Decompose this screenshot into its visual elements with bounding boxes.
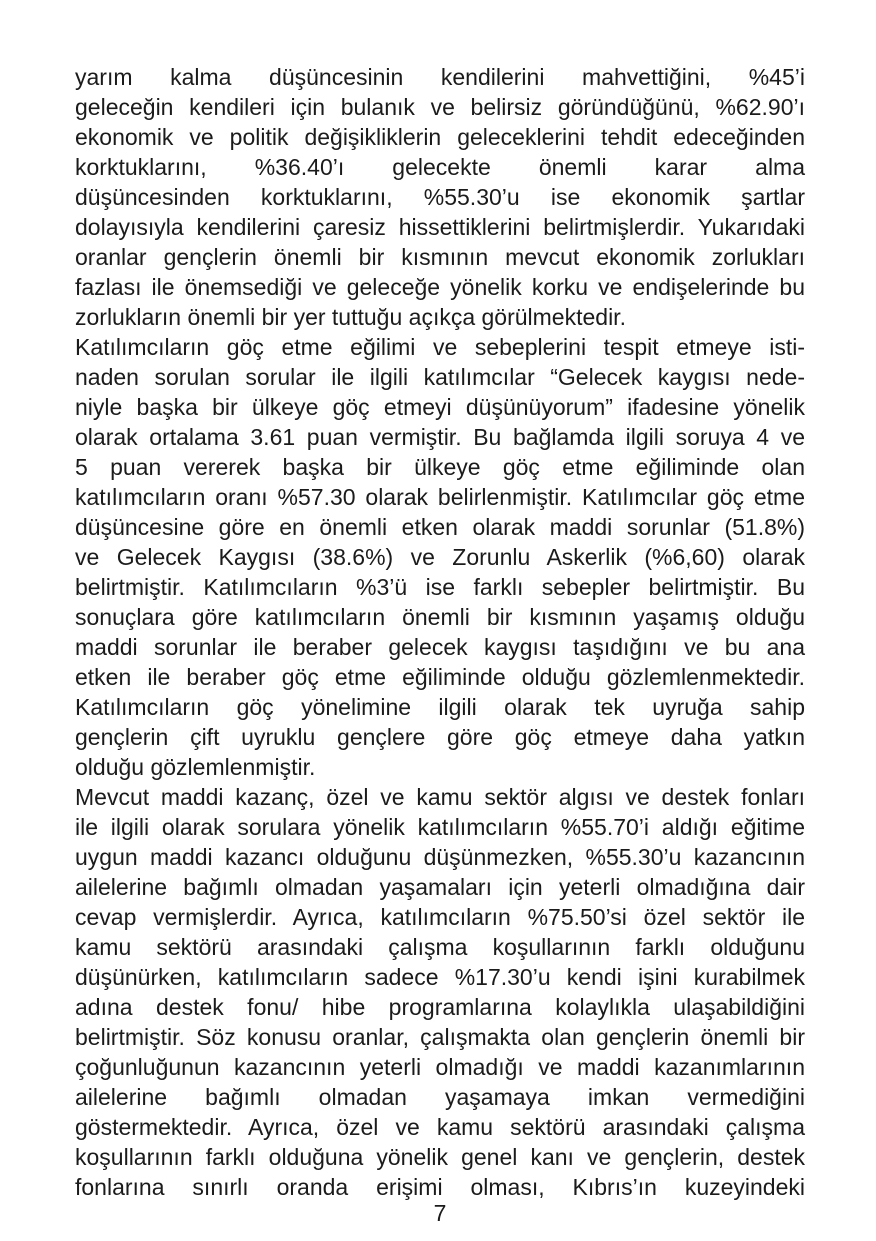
text-line: gençlerin çift uyruklu gençlere göre göç etmeye daha yatkın (75, 724, 805, 750)
text-line: kamu sektörü arasındaki çalışma koşullarının farklı olduğunu (75, 934, 805, 960)
text-line: cevap vermişlerdir. Ayrıca, katılımcıların %75.50’si özel sektör ile (75, 904, 805, 930)
text-line: belirtmiştir. Katılımcıların %3’ü ise farklı sebepler belirtmiştir. Bu (75, 574, 805, 600)
text-line: fonlarına sınırlı oranda erişimi olması, Kıbrıs’ın kuzeyindeki (75, 1174, 805, 1200)
text-line: korktuklarını, %36.40’ı gelecekte önemli karar alma (75, 154, 805, 180)
text-line: ailelerine bağımlı olmadan yaşamaya imkan vermediğini (75, 1084, 805, 1110)
text-line: düşüncesine göre en önemli etken olarak maddi sorunlar (51.8%) (75, 514, 805, 540)
text-line: dolayısıyla kendilerini çaresiz hissettiklerini belirtmişlerdir. Yukarıdaki (75, 214, 805, 240)
text-line: ile ilgili olarak sorulara yönelik katılımcıların %55.70’i aldığı eğitime (75, 814, 805, 840)
text-line: geleceğin kendileri için bulanık ve belirsiz göründüğünü, %62.90’ı (75, 94, 805, 120)
page-body (75, 62, 805, 1202)
text-line: ekonomik ve politik değişikliklerin geleceklerini tehdit edeceğinden (75, 124, 805, 150)
text-line: 5 puan vererek başka bir ülkeye göç etme eğiliminde olan (75, 454, 805, 480)
text-line: uygun maddi kazancı olduğunu düşünmezken, %55.30’u kazancının (75, 844, 805, 870)
text-line: Katılımcıların göç etme eğilimi ve sebeplerini tespit etmeye isti- (75, 334, 805, 360)
text-line: ve Gelecek Kaygısı (38.6%) ve Zorunlu Askerlik (%6,60) olarak (75, 544, 805, 570)
text-line: koşullarının farklı olduğuna yönelik genel kanı ve gençlerin, destek (75, 1144, 805, 1170)
page-number: 7 (433, 1200, 447, 1226)
text-line: etken ile beraber göç etme eğiliminde olduğu gözlemlenmektedir. (75, 664, 805, 690)
text-line: maddi sorunlar ile beraber gelecek kaygısı taşıdığını ve bu ana (75, 634, 805, 660)
text-line: olduğu gözlemlenmiştir. (75, 754, 316, 780)
text-line: sonuçlara göre katılımcıların önemli bir kısmının yaşamış olduğu (75, 604, 805, 630)
paragraph (75, 782, 805, 1202)
text-line: yarım kalma düşüncesinin kendilerini mahvettiğini, %45’i (75, 64, 805, 90)
text-line: oranlar gençlerin önemli bir kısmının mevcut ekonomik zorlukları (75, 244, 805, 270)
text-line: niyle başka bir ülkeye göç etmeyi düşünüyorum” ifadesine yönelik (75, 394, 805, 420)
text-line: naden sorulan sorular ile ilgili katılımcılar “Gelecek kaygısı nede- (75, 364, 805, 390)
text-line: adına destek fonu/ hibe programlarına kolaylıkla ulaşabildiğini (75, 994, 805, 1020)
text-line: çoğunluğunun kazancının yeterli olmadığı ve maddi kazanımlarının (75, 1054, 805, 1080)
text-line: düşüncesinden korktuklarını, %55.30’u ise ekonomik şartlar (75, 184, 805, 210)
text-line: ailelerine bağımlı olmadan yaşamaları için yeterli olmadığına dair (75, 874, 805, 900)
text-line: Mevcut maddi kazanç, özel ve kamu sektör algısı ve destek fonları (75, 784, 805, 810)
paragraph (75, 62, 805, 332)
text-line: belirtmiştir. Söz konusu oranlar, çalışmakta olan gençlerin önemli bir (75, 1024, 805, 1050)
text-line: zorlukların önemli bir yer tuttuğu açıkça görülmektedir. (75, 304, 626, 330)
text-line: katılımcıların oranı %57.30 olarak belirlenmiştir. Katılımcılar göç etme (75, 484, 805, 510)
text-line: Katılımcıların göç yönelimine ilgili olarak tek uyruğa sahip (75, 694, 805, 720)
text-line: fazlası ile önemsediği ve geleceğe yönelik korku ve endişelerinde bu (75, 274, 805, 300)
paragraph (75, 332, 805, 782)
text-line: olarak ortalama 3.61 puan vermiştir. Bu bağlamda ilgili soruya 4 ve (75, 424, 805, 450)
text-line: düşünürken, katılımcıların sadece %17.30’u kendi işini kurabilmek (75, 964, 805, 990)
text-line: göstermektedir. Ayrıca, özel ve kamu sektörü arasındaki çalışma (75, 1114, 805, 1140)
